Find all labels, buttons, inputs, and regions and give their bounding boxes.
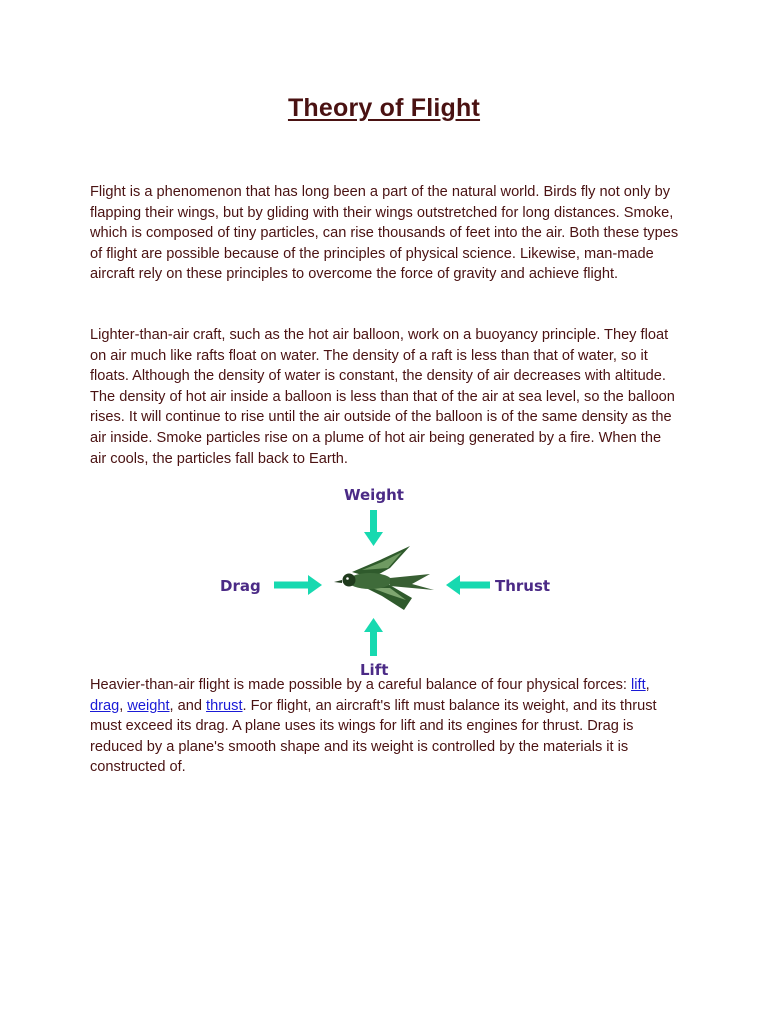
weight-link[interactable]: weight (127, 697, 170, 714)
separator: , (645, 677, 650, 693)
thrust-link[interactable]: thrust (206, 697, 243, 714)
thrust-label: Thrust (495, 577, 551, 595)
drag-link[interactable]: drag (90, 697, 120, 714)
lift-link[interactable]: lift (631, 677, 646, 693)
drag-label: Drag (220, 577, 261, 595)
paragraph3-text-end: . For flight, an aircraft's lift must balance its weight, and its thrust must exceed its drag. A plane uses its wings for lift and its engines for thrust. Drag is reduced by a plane's smooth shape and its weight is controlled by the materials it is constructed of. (90, 697, 657, 776)
bird-icon (334, 546, 434, 610)
weight-arrow-icon (364, 510, 383, 546)
lift-arrow-icon (364, 618, 383, 656)
lift-label: Lift (360, 661, 389, 678)
paragraph-lighter-than-air: Lighter-than-air craft, such as the hot air balloon, work on a buoyancy principle. They float on air much like rafts float on water. The density of a raft is less than that of water, so it floats. Although the density of water is constant, the density of air decreases with altitude. The density of hot air inside a balloon is less than that of the air at sea level, so the balloon rises. It will continue to rise until the air outside of the balloon is of the same density as the air inside. Smoke particles rise on a plume of hot air being generated by a fire. When the air cools, the particles fall back to Earth. (90, 327, 675, 467)
drag-arrow-icon (274, 575, 322, 595)
thrust-arrow-icon (446, 575, 490, 595)
page-title: Theory of Flight (287, 94, 481, 122)
separator: , (119, 697, 128, 714)
weight-label: Weight (344, 486, 404, 504)
paragraph3-text-start: Heavier-than-air flight is made possible by a careful balance of four physical forces: (90, 677, 632, 693)
paragraph-heavier-than-air (90, 675, 680, 778)
paragraph-natural-flight: Flight is a phenomenon that has long been a part of the natural world. Birds fly not only by flapping their wings, but by gliding with their wings outstretched for long distances. Smoke, which is composed of tiny particles, can rise thousands of feet into the air. Both these types of flight are possible because of the principles of physical science. Likewise, man-made aircraft rely on these principles to overcome the force of gravity and achieve flight. (90, 184, 679, 283)
four-forces-svg (212, 480, 558, 678)
four-forces-diagram (212, 480, 558, 678)
separator: , and (169, 697, 207, 714)
